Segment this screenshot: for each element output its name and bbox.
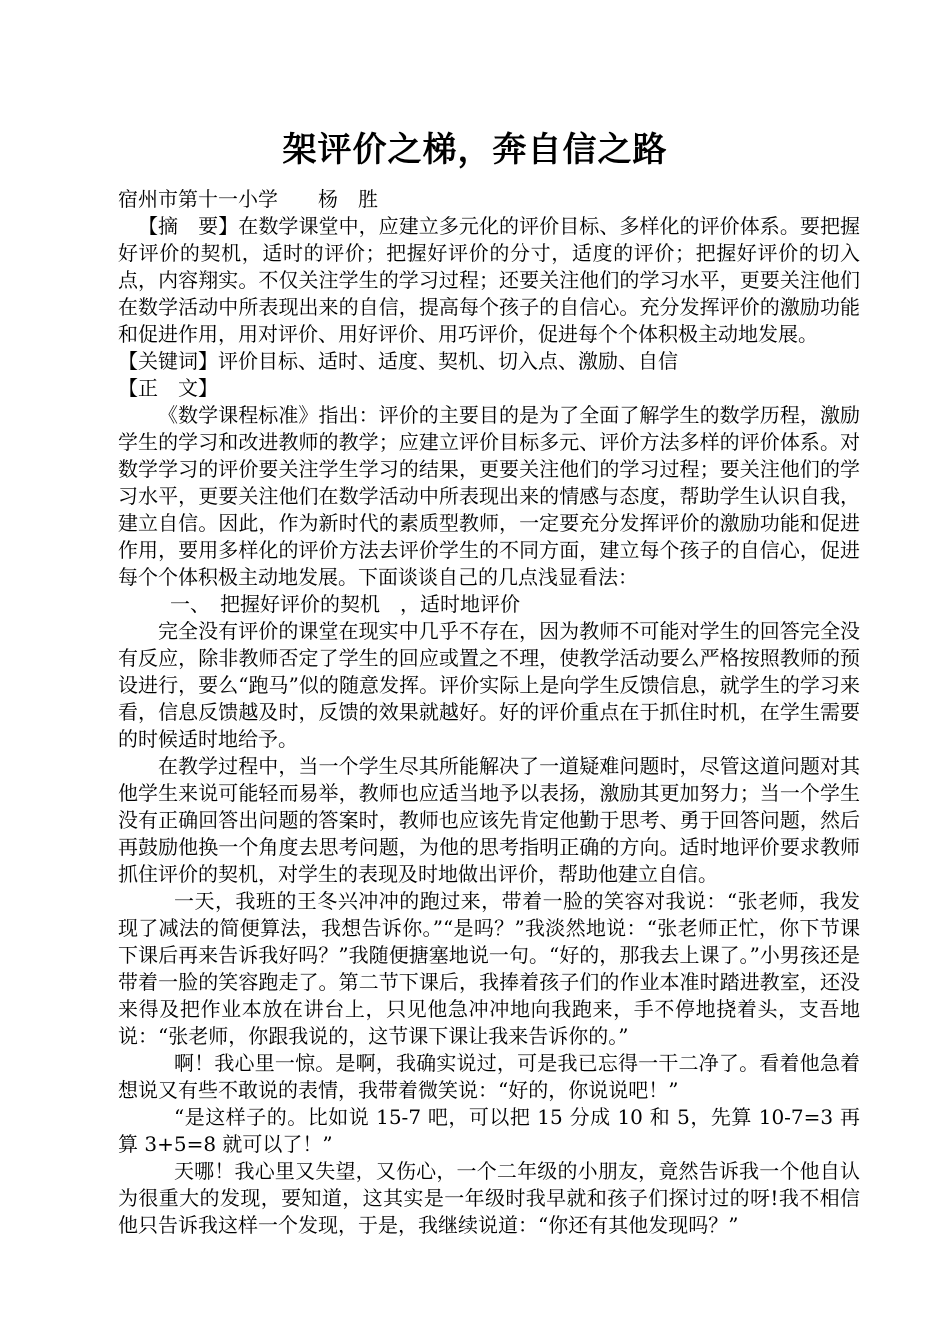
body-paragraph: 天哪！我心里又失望，又伤心，一个二年级的小朋友，竟然告诉我一个他自认为很重大的发现，要知道，这其实是一年级时我早就和孩子们探讨过的呀!我不相信他只告诉我这样一个发现，于是，我继续说道：“你还有其他发现吗？”	[118, 1159, 860, 1237]
body-heading: 【正 文】	[118, 376, 218, 400]
section-heading: 一、 把握好评价的契机 ，适时地评价	[170, 592, 520, 616]
body-paragraph: 啊！我心里一惊。是啊，我确实说过，可是我已忘得一干二净了。看着他急着想说又有些不敢说的表情，我带着微笑说：“好的，你说说吧！”	[118, 1051, 860, 1102]
keywords-line: 【关键词】评价目标、适时、适度、契机、切入点、激励、自信	[118, 349, 678, 373]
body-paragraph: “是这样子的。比如说 15-7 吧，可以把 15 分成 10 和 5，先算 10-7=3 再算 3+5=8 就可以了！”	[118, 1105, 860, 1156]
page-title: 架评价之梯，奔自信之路	[282, 130, 668, 170]
intro-paragraph: 《数学课程标准》指出：评价的主要目的是为了全面了解学生的数学历程，激励学生的学习和改进教师的教学；应建立评价目标多元、评价方法多样的评价体系。对数学学习的评价要关注学生学习的结果，更要关注他们的学习过程；要关注他们的学习水平，更要关注他们在数学活动中所表现出来的情感与态度，帮助学生认识自我，建立自信。因此，作为新时代的素质型教师，一定要充分发挥评价的激励功能和促进作用，要用多样化的评价方法去评价学生的不同方面，建立每个孩子的自信心，促进每个个体积极主动地发展。下面谈谈自己的几点浅显看法：	[118, 403, 860, 589]
author-line: 宿州市第十一小学 杨 胜	[118, 187, 378, 211]
document-body	[118, 186, 860, 1239]
body-paragraph: 一天，我班的王冬兴冲冲的跑过来，带着一脸的笑容对我说：“张老师，我发现了减法的简便算法，我想告诉你。”“是吗？”我淡然地说：“张老师正忙，你下节课下课后再来告诉我好吗？”我随便搪塞地说一句。“好的，那我去上课了。”小男孩还是带着一脸的笑容跑走了。第二节下课后，我捧着孩子们的作业本准时踏进教室，还没来得及把作业本放在讲台上，只见他急冲冲地向我跑来，手不停地挠着头，支吾地说：“张老师，你跟我说的，这节课下课让我来告诉你的。”	[118, 889, 860, 1048]
body-paragraph: 完全没有评价的课堂在现实中几乎不存在，因为教师不可能对学生的回答完全没有反应，除非教师否定了学生的回应或置之不理，使教学活动要么严格按照教师的预设进行，要么“跑马”似的随意发挥。评价实际上是向学生反馈信息，就学生的学习来看，信息反馈越及时，反馈的效果就越好。好的评价重点在于抓住时机，在学生需要的时候适时地给予。	[118, 619, 860, 751]
body-paragraph: 在教学过程中，当一个学生尽其所能解决了一道疑难问题时，尽管这道问题对其他学生来说可能轻而易举，教师也应适当地予以表扬，激励其更加努力；当一个学生没有正确回答出问题的答案时，教师也应该先肯定他勤于思考、勇于回答问题，然后再鼓励他换一个角度去思考问题，为他的思考指明正确的方向。适时地评价要求教师抓住评价的契机，对学生的表现及时地做出评价，帮助他建立自信。	[118, 754, 860, 886]
abstract-paragraph: 【摘 要】在数学课堂中，应建立多元化的评价目标、多样化的评价体系。要把握好评价的契机，适时的评价；把握好评价的分寸，适度的评价；把握好评价的切入点，内容翔实。不仅关注学生的学习过程；还要关注他们的学习水平，更要关注他们在数学活动中所表现出来的自信，提高每个孩子的自信心。充分发挥评价的激励功能和促进作用，用对评价、用好评价、用巧评价，促进每个个体积极主动地发展。	[118, 214, 860, 346]
